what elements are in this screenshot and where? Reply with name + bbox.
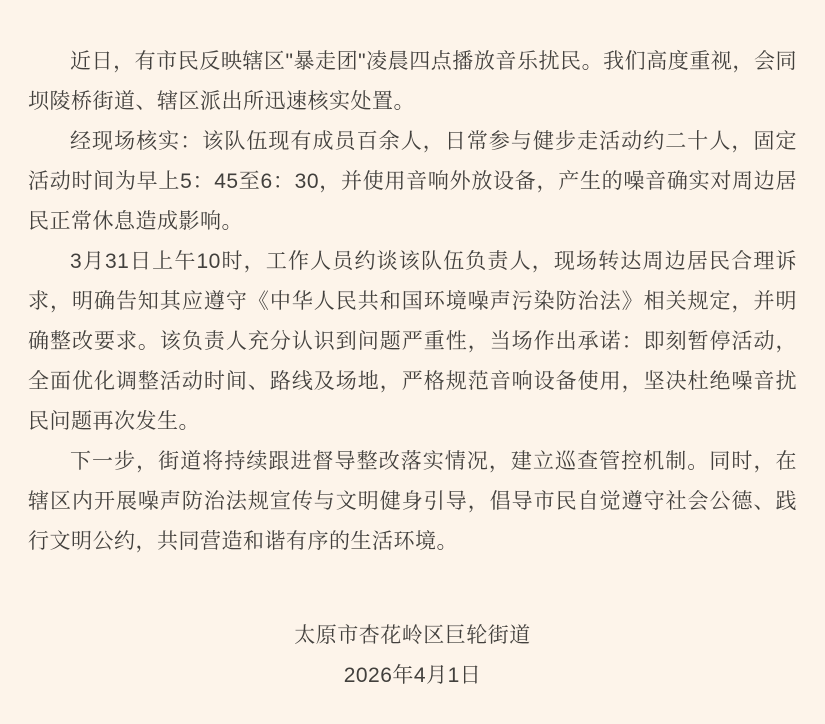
notice-paragraph-4: 下一步，街道将持续跟进督导整改落实情况，建立巡查管控机制。同时，在辖区内开展噪声防治法规宣传与文明健身引导，倡导市民自觉遵守社会公德、践行文明公约，共同营造和谐有序的生活环境。 <box>28 450 797 553</box>
signature-organization: 太原市杏花岭区巨轮街道 <box>294 624 531 647</box>
notice-body <box>28 42 797 562</box>
notice-paragraph-2: 经现场核实：该队伍现有成员百余人，日常参与健步走活动约二十人，固定活动时间为早上5：45至6：30，并使用音响外放设备，产生的噪音确实对周边居民正常休息造成影响。 <box>28 130 797 233</box>
signature-block <box>28 616 797 696</box>
signature-date: 2026年4月1日 <box>343 664 482 687</box>
notice-paragraph-3: 3月31日上午10时，工作人员约谈该队伍负责人，现场转达周边居民合理诉求，明确告知其应遵守《中华人民共和国环境噪声污染防治法》相关规定，并明确整改要求。该负责人充分认识到问题严重性，当场作出承诺：即刻暂停活动，全面优化调整活动时间、路线及场地，严格规范音响设备使用，坚决杜绝噪音扰民问题再次发生。 <box>28 250 797 433</box>
notice-paragraph-1: 近日，有市民反映辖区"暴走团"凌晨四点播放音乐扰民。我们高度重视，会同坝陵桥街道、辖区派出所迅速核实处置。 <box>28 50 797 113</box>
